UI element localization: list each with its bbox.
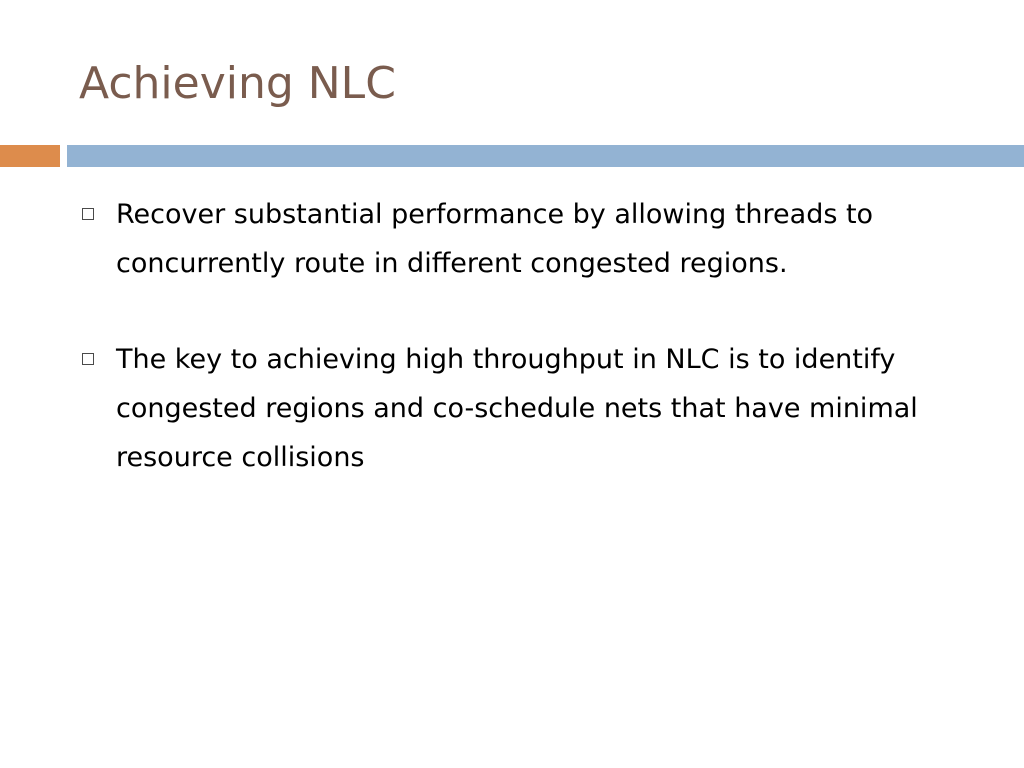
slide-title: Achieving NLC (79, 58, 396, 109)
hollow-square-bullet-icon (82, 208, 94, 220)
bullet-item (80, 190, 970, 288)
accent-bar-orange (0, 145, 60, 167)
bullet-item (80, 335, 970, 482)
bullet-text: Recover substantial performance by allowing threads to concurrently route in different congested regions. (116, 199, 874, 279)
hollow-square-bullet-icon (82, 353, 94, 365)
accent-bar-blue (67, 145, 1024, 167)
bullet-list (80, 190, 970, 529)
bullet-text: The key to achieving high throughput in NLC is to identify congested regions and co-schedule nets that have minimal resource collisions (116, 344, 918, 473)
